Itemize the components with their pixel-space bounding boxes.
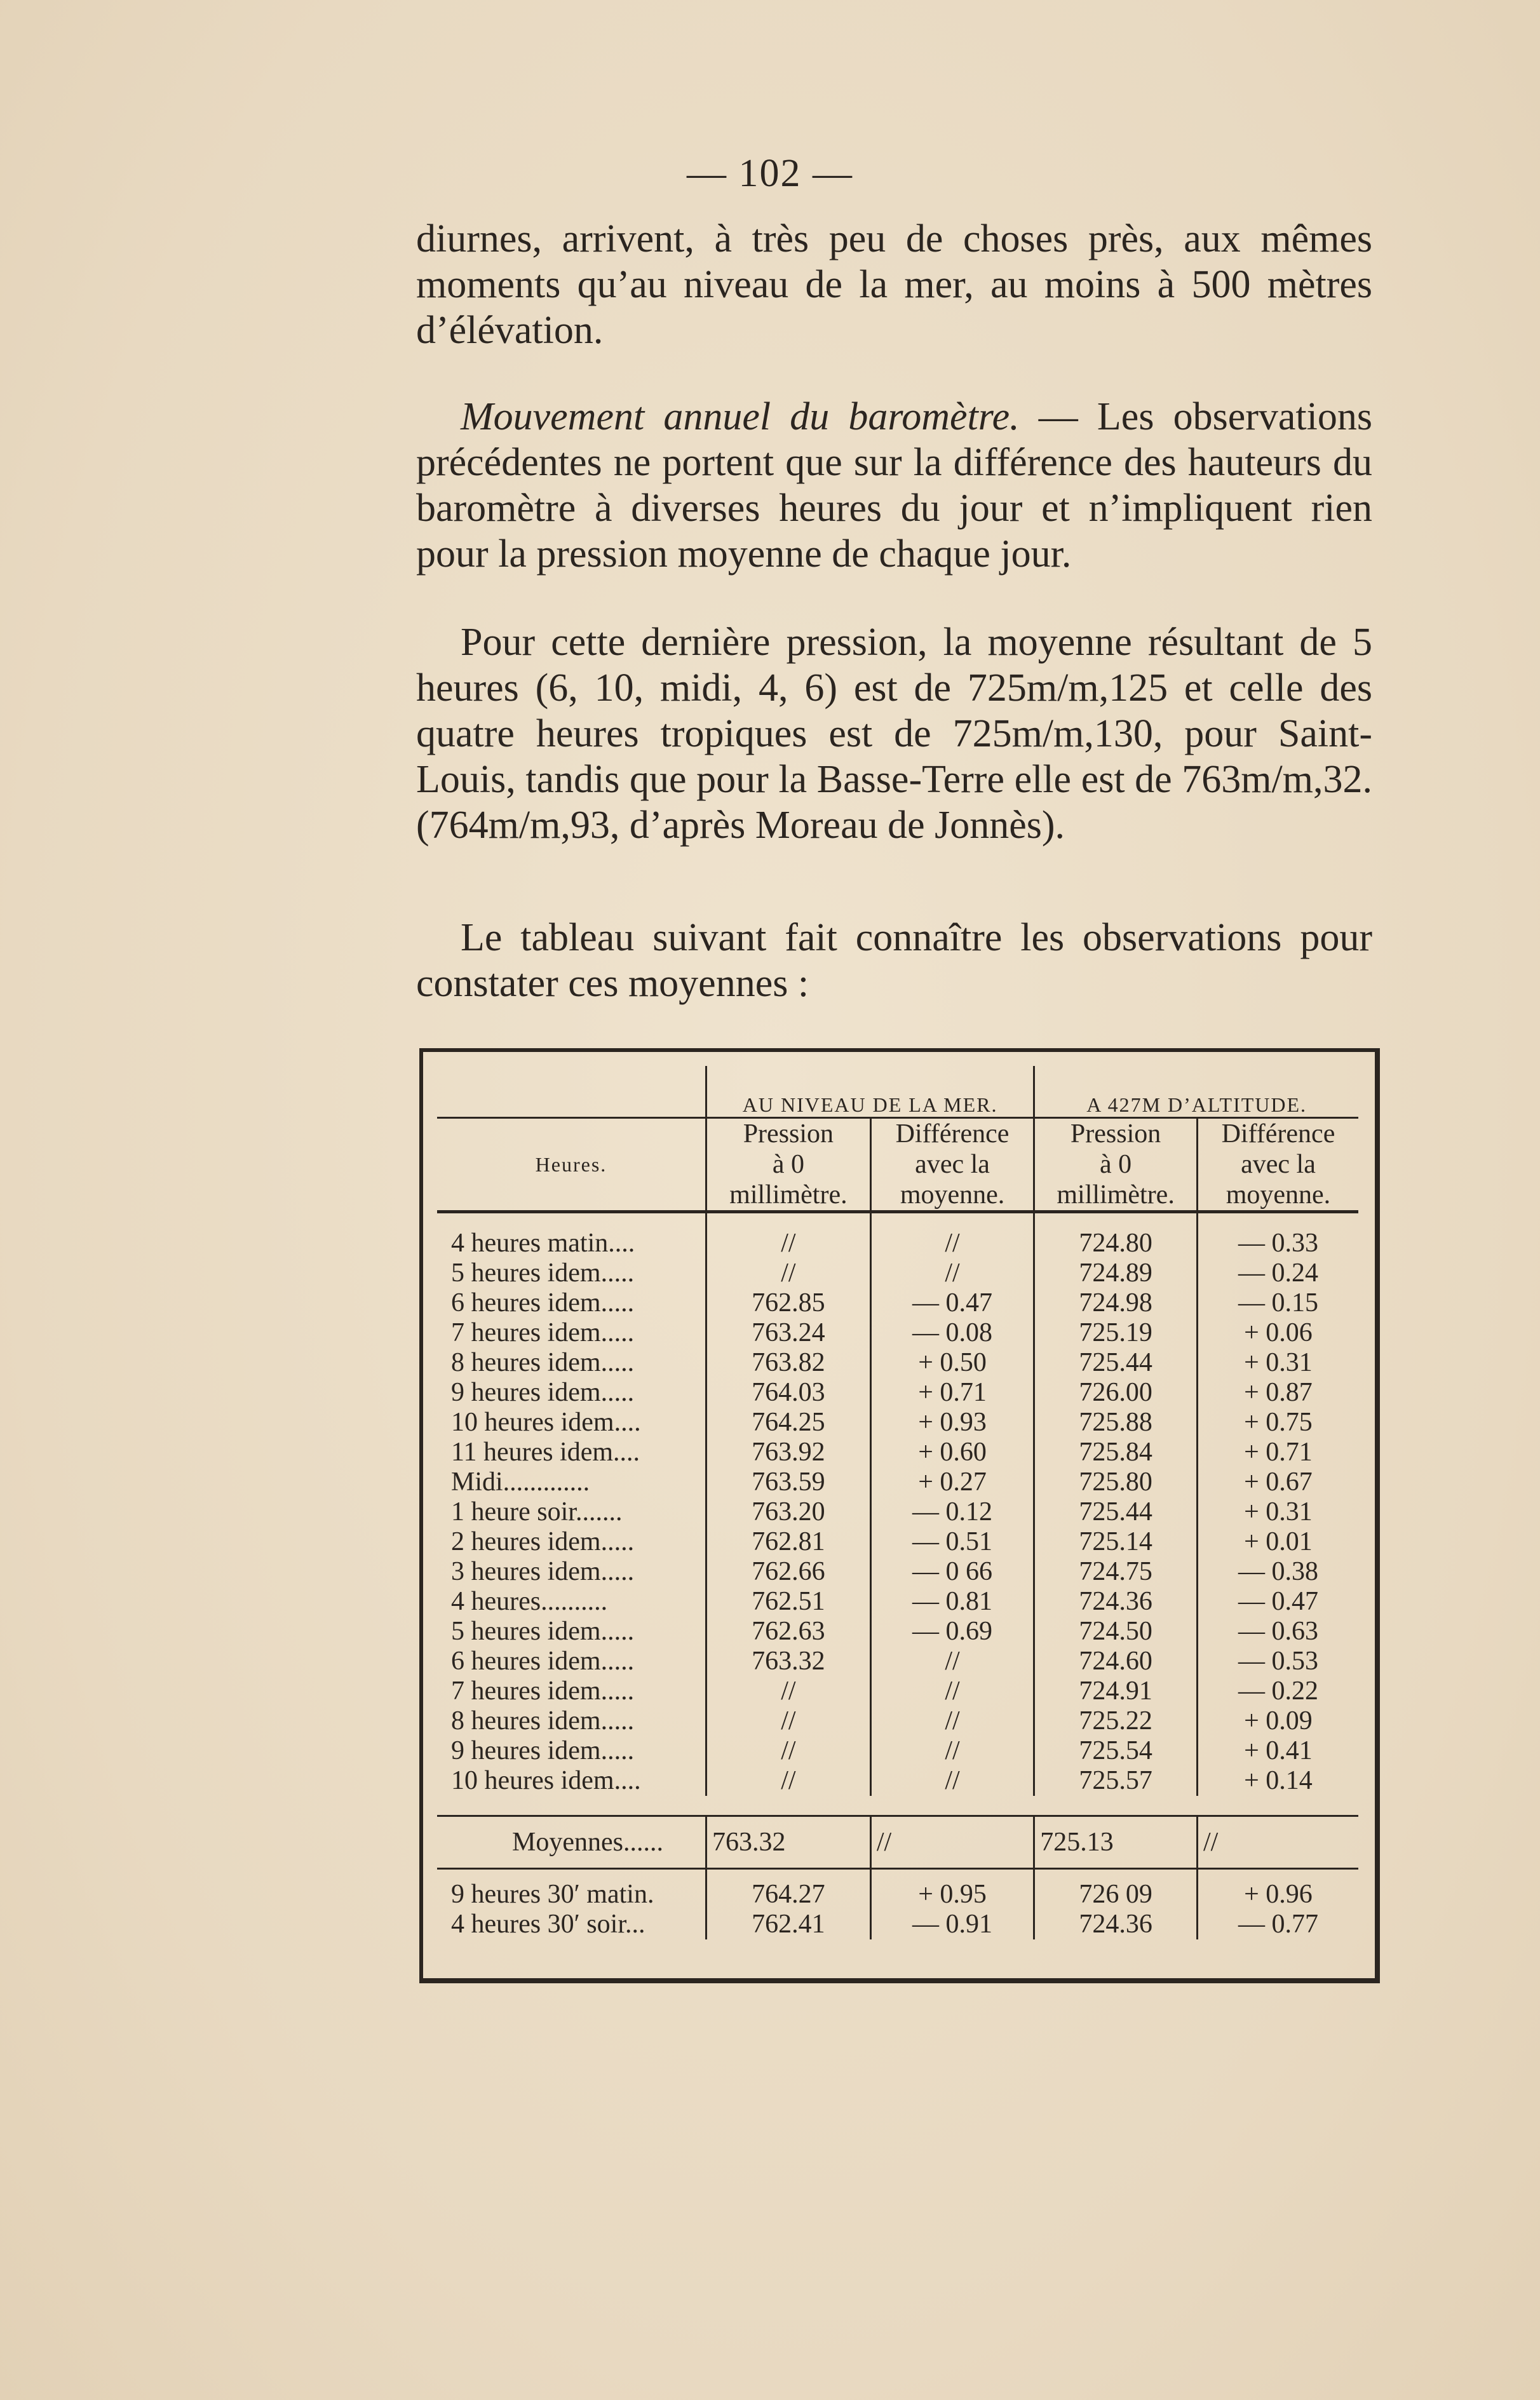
cell-difference-altitude: — 0.47: [1197, 1587, 1358, 1617]
cell-difference-sea: — 0.51: [870, 1527, 1034, 1557]
cell-pressure-altitude: 724.80: [1034, 1212, 1198, 1259]
table-row: [437, 1587, 1358, 1617]
table-row: [437, 1408, 1358, 1438]
cell-pressure-sea: 764.27: [706, 1869, 870, 1910]
cell-pressure-altitude: 724.75: [1034, 1557, 1198, 1587]
table-row: [437, 1617, 1358, 1647]
cell-difference-sea: — 0.12: [870, 1497, 1034, 1527]
table-row: [437, 1557, 1358, 1587]
cell-difference-altitude: — 0.53: [1197, 1647, 1358, 1676]
cell-pressure-altitude: 724.91: [1034, 1676, 1198, 1706]
cell-hour: 11 heures idem....: [451, 1438, 640, 1467]
cell-difference-altitude: + 0.87: [1197, 1378, 1358, 1408]
cell-difference-sea: — 0.47: [870, 1288, 1034, 1318]
cell-difference-sea: — 0.91: [870, 1910, 1034, 1939]
table-row: [437, 1438, 1358, 1467]
cell-pressure-altitude: 725.22: [1034, 1706, 1198, 1736]
cell-difference-sea: //: [870, 1258, 1034, 1288]
cell-difference-altitude: — 0.77: [1197, 1910, 1358, 1939]
cell-hour: 4 heures matin....: [451, 1229, 635, 1258]
cell-difference-altitude: + 0.41: [1197, 1736, 1358, 1766]
table-row: [437, 1676, 1358, 1706]
cell-pressure-altitude: 725.88: [1034, 1408, 1198, 1438]
column-header-difference-altitude: Différence avec la moyenne.: [1197, 1118, 1358, 1212]
cell-difference-altitude: — 0.24: [1197, 1258, 1358, 1288]
cell-pressure-sea: //: [706, 1676, 870, 1706]
cell-pressure-altitude: 726 09: [1034, 1869, 1198, 1910]
cell-difference-altitude: + 0.71: [1197, 1438, 1358, 1467]
cell-pressure-altitude: 725.84: [1034, 1438, 1198, 1467]
cell-pressure-altitude: 726.00: [1034, 1378, 1198, 1408]
cell-hour: 7 heures idem.....: [451, 1676, 635, 1706]
group-header-sea-level: AU NIVEAU DE LA MER.: [706, 1066, 1034, 1118]
column-header-hours: Heures.: [437, 1118, 706, 1212]
cell-hour: 9 heures idem.....: [451, 1736, 635, 1765]
column-header-difference-sea: Différence avec la moyenne.: [870, 1118, 1034, 1212]
cell-difference-altitude: + 0.75: [1197, 1408, 1358, 1438]
cell-difference-sea: //: [870, 1706, 1034, 1736]
paragraph-continuation: diurnes, arrivent, à très peu de choses près, aux mêmes moments qu’au niveau de la mer, au moins à 500 mètres d’élévation.: [416, 217, 1372, 352]
cell-difference-sea: + 0.95: [870, 1869, 1034, 1910]
cell-pressure-sea: 762.51: [706, 1587, 870, 1617]
cell-hour: 2 heures idem.....: [451, 1527, 635, 1556]
cell-pressure-altitude: 725.44: [1034, 1497, 1198, 1527]
cell-pressure-sea: 764.25: [706, 1408, 870, 1438]
cell-hour: 1 heure soir.......: [451, 1497, 623, 1527]
cell-hour: 10 heures idem....: [451, 1408, 641, 1437]
table-row: [437, 1766, 1358, 1796]
cell-difference-altitude: //: [1197, 1816, 1358, 1869]
cell-difference-sea: + 0.71: [870, 1378, 1034, 1408]
cell-difference-altitude: + 0.06: [1197, 1318, 1358, 1348]
cell-pressure-altitude: 725.14: [1034, 1527, 1198, 1557]
cell-difference-sea: //: [870, 1647, 1034, 1676]
table-row: [437, 1378, 1358, 1408]
cell-pressure-altitude: 725.13: [1034, 1816, 1198, 1869]
cell-hour: 10 heures idem....: [451, 1766, 641, 1795]
cell-pressure-altitude: 725.80: [1034, 1467, 1198, 1497]
cell-difference-sea: — 0.08: [870, 1318, 1034, 1348]
observations-table: [437, 1066, 1358, 1939]
cell-hour: 5 heures idem.....: [451, 1258, 635, 1288]
cell-pressure-altitude: 725.57: [1034, 1766, 1198, 1796]
page-number: — 102 —: [687, 152, 853, 195]
table-row: [437, 1527, 1358, 1557]
cell-pressure-altitude: 724.98: [1034, 1288, 1198, 1318]
cell-pressure-sea: 763.82: [706, 1348, 870, 1378]
cell-pressure-altitude: 725.44: [1034, 1348, 1198, 1378]
cell-hour: 4 heures 30′ soir...: [451, 1910, 645, 1939]
cell-pressure-sea: //: [706, 1258, 870, 1288]
paragraph-mouvement-annuel: [416, 394, 1372, 577]
cell-pressure-sea: //: [706, 1736, 870, 1766]
cell-difference-sea: + 0.27: [870, 1467, 1034, 1497]
cell-difference-sea: //: [870, 1816, 1034, 1869]
cell-difference-altitude: — 0.22: [1197, 1676, 1358, 1706]
cell-pressure-altitude: 725.54: [1034, 1736, 1198, 1766]
table-row: [437, 1736, 1358, 1766]
cell-pressure-altitude: 724.36: [1034, 1910, 1198, 1939]
cell-hour: 8 heures idem.....: [451, 1348, 635, 1377]
column-header-pressure-altitude: Pression à 0 millimètre.: [1034, 1118, 1198, 1212]
table-body: [437, 1212, 1358, 1797]
cell-pressure-sea: 763.32: [706, 1816, 870, 1869]
table-row-moyennes: [437, 1816, 1358, 1869]
cell-pressure-sea: 764.03: [706, 1378, 870, 1408]
cell-pressure-sea: 762.66: [706, 1557, 870, 1587]
cell-hour: 4 heures..........: [451, 1587, 608, 1616]
cell-pressure-sea: //: [706, 1706, 870, 1736]
cell-difference-sea: //: [870, 1766, 1034, 1796]
section-title: Mouvement annuel du baromètre.: [461, 395, 1020, 438]
cell-pressure-sea: 762.63: [706, 1617, 870, 1647]
cell-pressure-sea: 762.41: [706, 1910, 870, 1939]
cell-difference-sea: //: [870, 1736, 1034, 1766]
table-row: [437, 1318, 1358, 1348]
cell-difference-sea: //: [870, 1676, 1034, 1706]
cell-difference-sea: — 0 66: [870, 1557, 1034, 1587]
cell-pressure-sea: //: [706, 1212, 870, 1259]
cell-pressure-sea: 763.92: [706, 1438, 870, 1467]
cell-difference-sea: + 0.50: [870, 1348, 1034, 1378]
cell-hour: 9 heures 30′ matin.: [451, 1880, 654, 1909]
cell-hour: 7 heures idem.....: [451, 1318, 635, 1347]
cell-hour: 5 heures idem.....: [451, 1617, 635, 1646]
cell-pressure-sea: 762.81: [706, 1527, 870, 1557]
cell-pressure-sea: 763.20: [706, 1497, 870, 1527]
cell-difference-altitude: + 0.31: [1197, 1497, 1358, 1527]
table-row: [437, 1467, 1358, 1497]
cell-difference-sea: — 0.81: [870, 1587, 1034, 1617]
table-row: [437, 1212, 1358, 1259]
table-row: [437, 1348, 1358, 1378]
paragraph-body: — Les observations précédentes ne portent que sur la différence des hauteurs du baromètre à diverses heures du jour et n’impliquent rien pour la pression moyenne de chaque jour.: [416, 395, 1372, 576]
cell-difference-altitude: + 0.09: [1197, 1706, 1358, 1736]
cell-difference-altitude: + 0.14: [1197, 1766, 1358, 1796]
group-header-altitude: A 427M D’ALTITUDE.: [1034, 1066, 1358, 1118]
cell-pressure-altitude: 724.89: [1034, 1258, 1198, 1288]
cell-difference-altitude: — 0.33: [1197, 1212, 1358, 1259]
table-row: [437, 1497, 1358, 1527]
paragraph-moyenne: Pour cette dernière pression, la moyenne résultant de 5 heures (6, 10, midi, 4, 6) est de 725m/m,125 et celle des quatre heures tropiques est de 725m/m,130, pour Saint-Louis, tandis que pour la Basse-Terre elle est de 763m/m,32. (764m/m,93, d’après Moreau de Jonnès).: [416, 621, 1372, 847]
table-row: [437, 1647, 1358, 1676]
cell-pressure-sea: 762.85: [706, 1288, 870, 1318]
observations-table-frame: [419, 1048, 1380, 1983]
cell-hour: 6 heures idem.....: [451, 1647, 635, 1676]
cell-difference-sea: — 0.69: [870, 1617, 1034, 1647]
cell-difference-altitude: — 0.15: [1197, 1288, 1358, 1318]
cell-hour: 6 heures idem.....: [451, 1288, 635, 1318]
cell-difference-sea: //: [870, 1212, 1034, 1259]
table-body-tropical-hours: [437, 1869, 1358, 1940]
cell-difference-altitude: — 0.38: [1197, 1557, 1358, 1587]
table-row: [437, 1288, 1358, 1318]
paragraph-tableau-intro: Le tableau suivant fait connaître les observations pour constater ces moyennes :: [416, 916, 1372, 1005]
cell-pressure-altitude: 724.60: [1034, 1647, 1198, 1676]
cell-pressure-sea: 763.32: [706, 1647, 870, 1676]
cell-difference-altitude: — 0.63: [1197, 1617, 1358, 1647]
table-row: [437, 1910, 1358, 1939]
cell-hour: Midi.............: [451, 1467, 590, 1497]
cell-pressure-sea: 763.24: [706, 1318, 870, 1348]
cell-pressure-altitude: 724.36: [1034, 1587, 1198, 1617]
cell-pressure-sea: //: [706, 1766, 870, 1796]
cell-difference-sea: + 0.93: [870, 1408, 1034, 1438]
cell-pressure-sea: 763.59: [706, 1467, 870, 1497]
cell-difference-altitude: + 0.31: [1197, 1348, 1358, 1378]
cell-difference-sea: + 0.60: [870, 1438, 1034, 1467]
column-header-pressure-sea: Pression à 0 millimètre.: [706, 1118, 870, 1212]
cell-pressure-altitude: 725.19: [1034, 1318, 1198, 1348]
cell-hour: Moyennes......: [437, 1816, 706, 1869]
table-row: [437, 1869, 1358, 1910]
cell-difference-altitude: + 0.96: [1197, 1869, 1358, 1910]
cell-hour: 9 heures idem.....: [451, 1378, 635, 1407]
table-row: [437, 1258, 1358, 1288]
cell-hour: 3 heures idem.....: [451, 1557, 635, 1586]
table-row: [437, 1706, 1358, 1736]
cell-pressure-altitude: 724.50: [1034, 1617, 1198, 1647]
cell-difference-altitude: + 0.01: [1197, 1527, 1358, 1557]
cell-hour: 8 heures idem.....: [451, 1706, 635, 1736]
cell-difference-altitude: + 0.67: [1197, 1467, 1358, 1497]
